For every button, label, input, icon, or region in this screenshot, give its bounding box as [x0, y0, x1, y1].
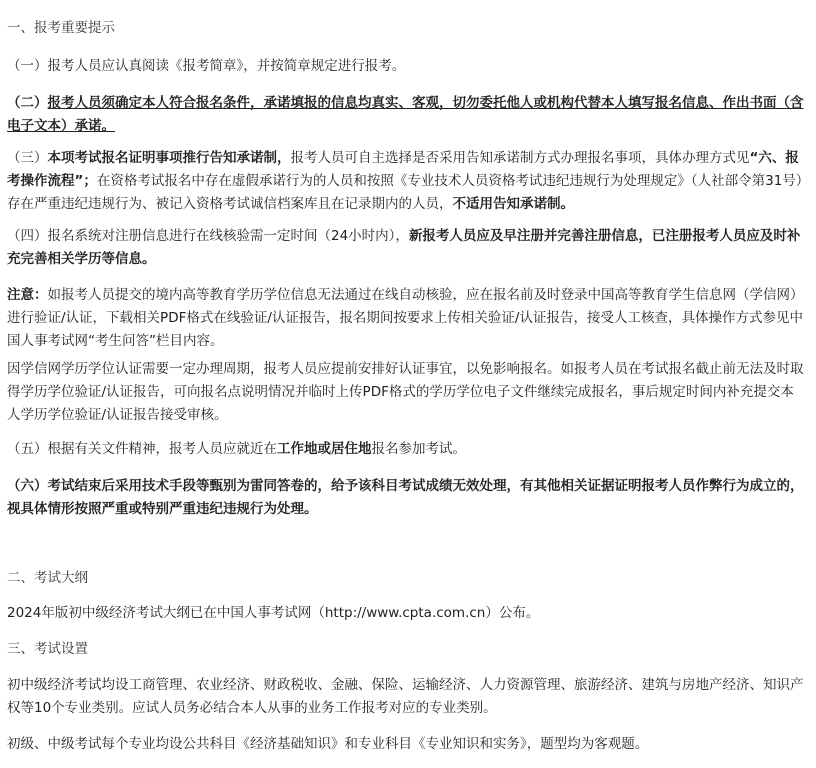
outline-paragraph: 2024年版初中级经济考试大纲已在中国人事考试网（http://www.cpta.com.cn）公布。: [7, 605, 540, 621]
notice-item-2: （二）报考人员须确定本人符合报名条件，承诺填报的信息均真实、客观，切勿委托他人或机构代替本人填写报名信息、作出书面（含电子文本）承诺。: [7, 95, 804, 134]
notice-note: 注意：如报考人员提交的境内高等教育学历学位信息无法通过在线自动核验，应在报名前及时登录中国高等教育学生信息网（学信网）进行验证/认证，下载相关PDF格式在线验证/认证报告，报名期间按要求上传相关验证/认证报告，接受人工核查，具体操作方式参见中国人事考试网“考生问答”栏目内容。: [7, 287, 804, 349]
notice-item-1: （一）报考人员应认真阅读《报考简章》，并按简章规定进行报考。: [7, 58, 406, 74]
setup-paragraph-2: 初级、中级考试每个专业均设公共科目《经济基础知识》和专业科目《专业知识和实务》，题型均为客观题。: [7, 736, 649, 752]
section-heading-outline: 二、考试大纲: [7, 570, 88, 586]
notice-item-3: （三）本项考试报名证明事项推行告知承诺制，报考人员可自主选择是否采用告知承诺制方式办理报名事项，具体办理方式见“六、报考操作流程”；在资格考试报名中存在虚假承诺行为的人员和按照《专业技术人员资格考试违纪违规行为处理规定》（人社部令第31号）存在严重违纪违规行为、被记入资格考试诚信档案库且在记录期内的人员，不适用告知承诺制。: [7, 150, 803, 212]
section-heading-setup: 三、考试设置: [7, 641, 88, 657]
section-heading-notice: 一、报考重要提示: [7, 20, 115, 36]
notice-item-5: （五）根据有关文件精神，报考人员应就近在工作地或居住地报名参加考试。: [7, 441, 466, 457]
notice-cert-paragraph: 因学信网学历学位认证需要一定办理周期，报考人员应提前安排好认证事宜，以免影响报名。如报考人员在考试报名截止前无法及时取得学历学位验证/认证报告，可向报名点说明情况并临时上传PDF格式的学历学位电子文件继续完成报名，事后规定时间内补充提交本人学历学位验证/认证报告接受审核。: [7, 361, 804, 423]
notice-item-4: （四）报名系统对注册信息进行在线核验需一定时间（24小时内），新报考人员应及早注册并完善注册信息，已注册报考人员应及时补充完善相关学历等信息。: [7, 228, 801, 267]
notice-item-6: （六）考试结束后采用技术手段等甄别为雷同答卷的，给予该科目考试成绩无效处理，有其他相关证据证明报考人员作弊行为成立的，视具体情形按照严重或特别严重违纪违规行为处理。: [7, 478, 804, 517]
setup-paragraph-1: 初中级经济考试均设工商管理、农业经济、财政税收、金融、保险、运输经济、人力资源管理、旅游经济、建筑与房地产经济、知识产权等10个专业类别。应试人员务必结合本人从事的业务工作报考对应的专业类别。: [7, 677, 804, 716]
